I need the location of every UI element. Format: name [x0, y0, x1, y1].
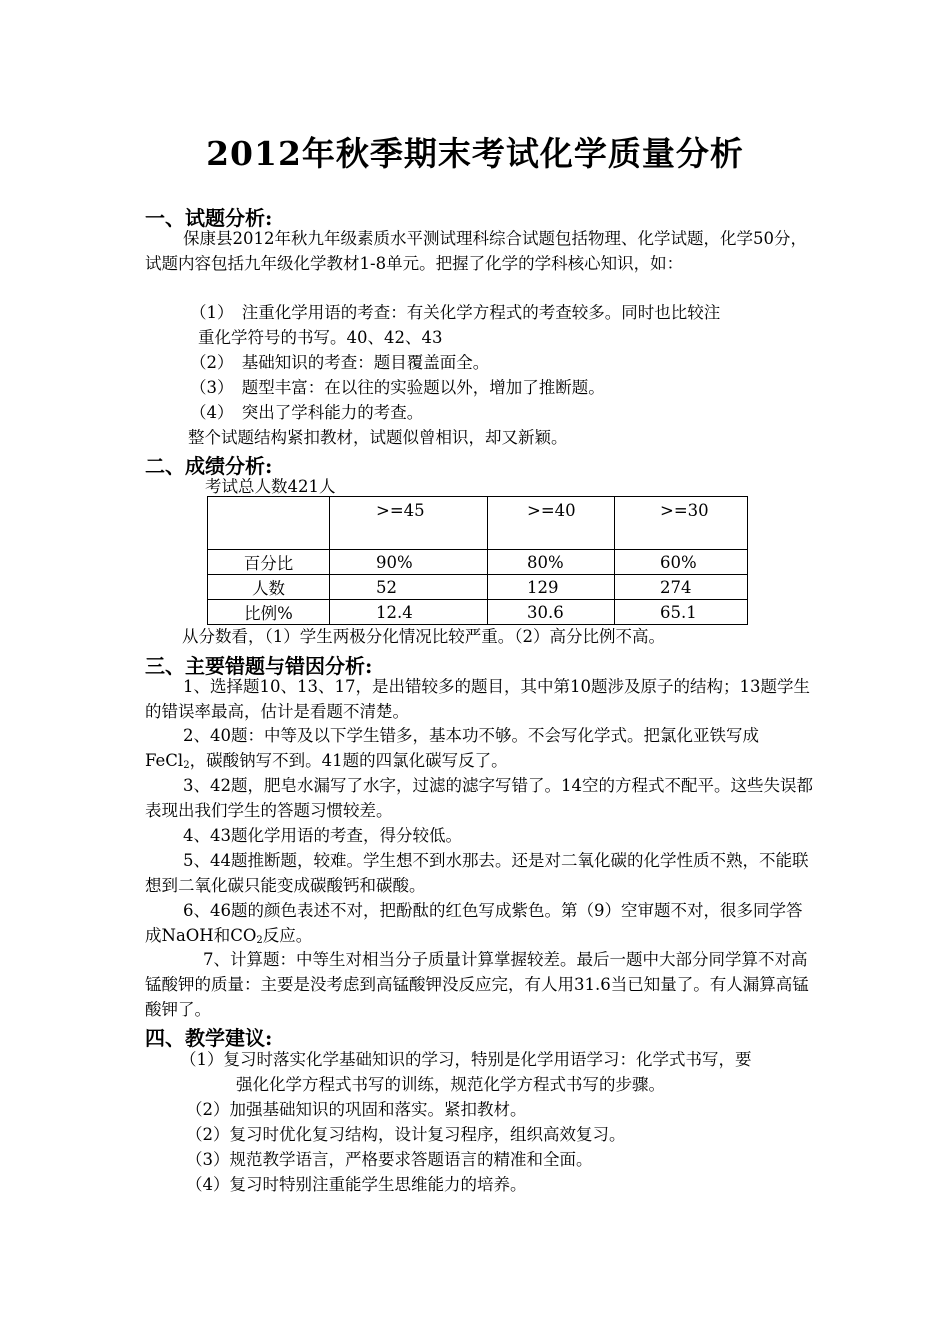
error-item-2-text-a: 2、40题：中等及以下学生错多，基本功不够。不会写化学式。把氯化亚铁写成FeCl: [145, 726, 759, 770]
table-row: [208, 550, 748, 575]
section1-item-3: （3） 题型丰富：在以往的实验题以外，增加了推断题。: [190, 378, 605, 397]
error-item-5: 5、44题推断题，较难。学生想不到水那去。还是对二氧化碳的化学性质不熟，不能联想到二氧化碳只能变成碳酸钙和碳酸。: [145, 851, 809, 895]
error-item-6: [145, 898, 815, 948]
section1-intro: 保康县2012年秋九年级素质水平测试理科综合试题包括物理、化学试题，化学50分，试题内容包括九年级化学教材1-8单元。把握了化学的学科核心知识，如：: [145, 229, 807, 273]
table-cell: 80%: [488, 550, 615, 575]
section1-item-1-cont: 重化学符号的书写。40、42、43: [198, 328, 443, 347]
document-title: 2012年秋季期末考试化学质量分析: [206, 134, 744, 173]
table-header-cell: >=45: [330, 497, 488, 550]
table-cell: 百分比: [208, 550, 330, 575]
error-item-6-text-b: 反应。: [262, 926, 313, 945]
table-cell: 65.1: [615, 600, 748, 625]
table-cell: 52: [330, 575, 488, 600]
error-item-4: 4、43题化学用语的考查，得分较低。: [183, 826, 462, 845]
section4-heading: 四、教学建议:: [145, 1026, 273, 1050]
table-header-cell: [208, 497, 330, 550]
error-item-2: [145, 723, 815, 773]
table-header-row: [208, 497, 748, 550]
table-header-cell: >=30: [615, 497, 748, 550]
total-count: 考试总人数421人: [205, 477, 336, 496]
subscript: 2: [256, 935, 263, 946]
error-item-3: 3、42题，肥皂水漏写了水字，过滤的滤字写错了。14空的方程式不配平。这些失误都表现出我们学生的答题习惯较差。: [145, 776, 813, 820]
section2-heading: 二、成绩分析:: [145, 454, 273, 478]
table-cell: 129: [488, 575, 615, 600]
section1-summary: 整个试题结构紧扣教材，试题似曾相识，却又新颖。: [188, 428, 568, 447]
table-cell: 人数: [208, 575, 330, 600]
error-item-7: 7、计算题：中等生对相当分子质量计算掌握较差。最后一题中大部分同学算不对高锰酸钾的质量：主要是没考虑到高锰酸钾没反应完，有人用31.6当已知量了。有人漏算高锰酸钾了。: [145, 950, 809, 1019]
error-item-1: 1、选择题10、13、17，是出错较多的题目，其中第10题涉及原子的结构；13题学生的错误率最高，估计是看题不清楚。: [145, 677, 810, 721]
section1-item-1: （1） 注重化学用语的考查：有关化学方程式的考查较多。同时也比较注: [190, 303, 721, 322]
section3-heading: 三、主要错题与错因分析:: [145, 654, 373, 678]
score-table: [207, 496, 748, 625]
table-cell: 90%: [330, 550, 488, 575]
table-cell: 274: [615, 575, 748, 600]
section1-heading: 一、试题分析:: [145, 206, 273, 230]
score-note: 从分数看，（1）学生两极分化情况比较严重。（2）高分比例不高。: [182, 627, 665, 646]
table-header-cell: >=40: [488, 497, 615, 550]
table-cell: 12.4: [330, 600, 488, 625]
suggestion-1-cont: 强化化学方程式书写的训练，规范化学方程式书写的步骤。: [236, 1075, 665, 1094]
section1-item-4: （4） 突出了学科能力的考查。: [190, 403, 424, 422]
table-row: [208, 600, 748, 625]
table-row: [208, 575, 748, 600]
table-cell: 60%: [615, 550, 748, 575]
suggestion-1: （1）复习时落实化学基础知识的学习，特别是化学用语学习：化学式书写，要: [180, 1050, 752, 1069]
suggestion-4: （3）规范教学语言，严格要求答题语言的精准和全面。: [186, 1150, 593, 1169]
table-cell: 比例%: [208, 600, 330, 625]
error-item-6-text-a: 6、46题的颜色表述不对，把酚酞的红色写成紫色。第（9）空审题不对，很多同学答成NaOH和CO: [145, 901, 803, 945]
error-item-2-text-b: ，碳酸钠写不到。41题的四氯化碳写反了。: [189, 751, 508, 770]
suggestion-2: （2）加强基础知识的巩固和落实。紧扣教材。: [186, 1100, 527, 1119]
suggestion-5: （4）复习时特别注重能学生思维能力的培养。: [186, 1175, 527, 1194]
table-cell: 30.6: [488, 600, 615, 625]
subscript: 2: [183, 760, 190, 771]
section1-item-2: （2） 基础知识的考查：题目覆盖面全。: [190, 353, 490, 372]
suggestion-3: （2）复习时优化复习结构，设计复习程序，组织高效复习。: [186, 1125, 626, 1144]
